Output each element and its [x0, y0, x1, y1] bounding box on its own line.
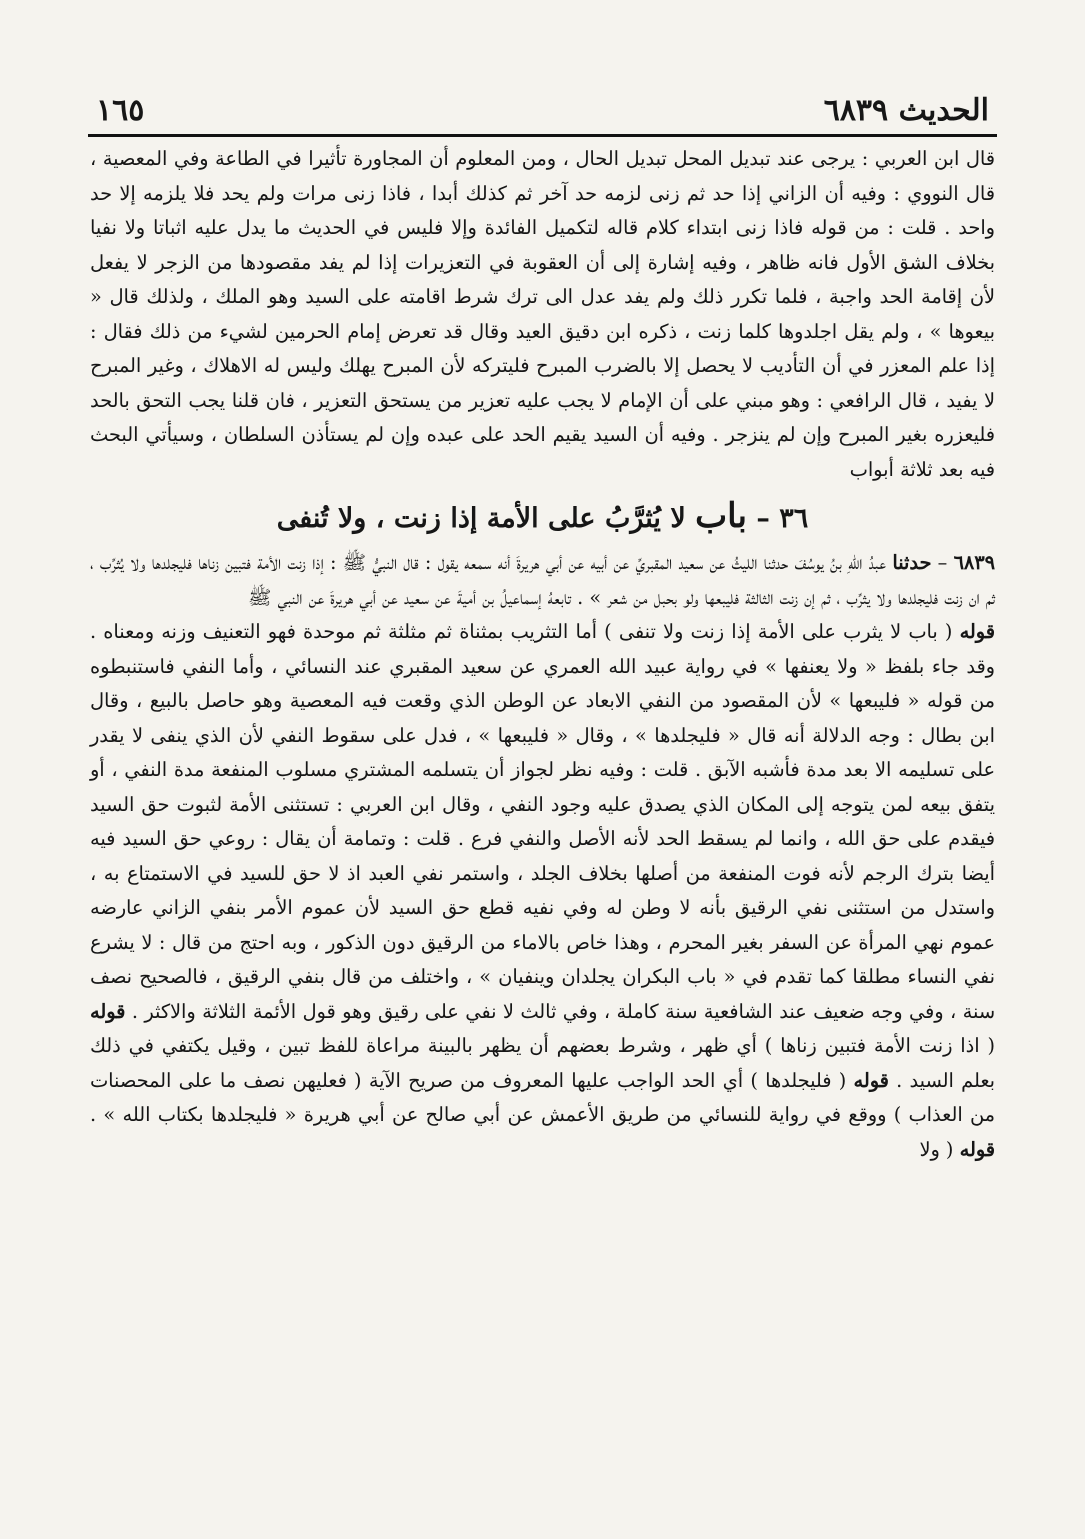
chapter-title: لا يُثرَّبُ على الأمة إذا زنت ، ولا تُنفى — [276, 503, 686, 534]
haddathana-label: حدثنا — [892, 551, 932, 574]
commentary-text: ( فليجلدها ) أي الحد الواجب عليها المعروف من صريح الآية ( فعليهن نصف ما على المحصنات من العذاب ) ووقع في رواية للنسائي من طريق الأعمش عن أبي صالح عن أبي هريرة « فليجلدها بكتاب الله » . — [90, 1068, 995, 1126]
hadith-number: ٦٨٣٩ — [953, 551, 995, 574]
commentary-body — [90, 615, 995, 1167]
chapter-number: ٣٦ — [779, 503, 809, 534]
chapter-bab: باب — [695, 496, 747, 536]
hadith-text: عبدُ اللهِ بنُ يوسُفَ حدثنا الليثُ عن سعيد المقبريِّ عن أبيه عن أبي هريرةَ أنه سمعه يقول : قال النبيُّ ﷺ : إذا زنت الأمة فتبين زناها فليجلدها ولا يُثرِّب ، ثم ان زنت فليجلدها ولا يثرِّب ، ثم إن زنت الثالثة فليبعها ولو بحبل من شعر » . تابعهُ إسماعيلُ بن أميةَ عن سعيد عن أبي هريرةَ عن النبي ﷺ — [90, 551, 995, 609]
qawluhu-marker: قوله — [959, 1137, 995, 1161]
page-header — [88, 84, 997, 137]
commentary-text: ( باب لا يثرب على الأمة إذا زنت ولا تنفى ) أما التثريب بمثناة ثم مثلثة ثم موحدة فهو التعنيف وزنه ومعناه . وقد جاء بلفظ « ولا يعنفها » في رواية عبيد الله العمري عن سعيد المقبري عند النسائي ، وأما النفي فاستنبطوه من قوله « فليبعها » لأن المقصود من النفي الابعاد عن الوطن الذي وقعت فيه المعصية وهو حاصل بالبيع ، وقال ابن بطال : وجه الدلالة أنه قال « فليجلدها » ، وقال « فليبعها » ، فدل على سقوط النفي لأن الذي ينفى لا يقدر على تسليمه الا بعد مدة فأشبه الآبق . قلت : وفيه نظر لجواز أن يتسلمه المشتري مسلوب المنفعة مدة النفي ، أو يتفق بيعه لمن يتوجه إلى المكان الذي يصدق عليه وجود النفي ، وقال ابن العربي : تستثنى الأمة لثبوت حق السيد فيقدم على حق الله ، وانما لم يسقط الحد لأنه الأصل والنفي فرع . قلت : وتمامة أن يقال : روعي حق السيد فيه أيضا بترك الرجم لأنه فوت المنفعة من أصلها بخلاف الجلد ، واستمر نفي العبد اذ لا حق للسيد في الاستمتاع به ، واستدل من استثنى نفي الرقيق بأنه لا وطن له وفي نفيه قطع حق السيد لأن عموم الأمر بنفي الزاني عارضه عموم نهي المرأة عن السفر بغير المحرم ، وهذا خاص بالاماء من الرقيق دون الذكور ، وبه احتج من قال : لا يشرع نفي النساء مطلقا كما تقدم في « باب البكران يجلدان وينفيان » ، واختلف من قال بنفي الرقيق ، فالصحيح نصف سنة ، وفي وجه ضعيف عند الشافعية سنة كاملة ، وفي ثالث لا نفي على رقيق وهو قول الأئمة الثلاثة والاكثر . — [90, 620, 995, 1023]
running-title: الحديث ٦٨٣٩ — [823, 93, 989, 128]
commentary-text: ( اذا زنت الأمة فتبين زناها ) أي ظهر ، وشرط بعضهم أن يظهر بالبينة مراعاة للفظ تبين ، وقيل يكتفي في ذلك بعلم السيد . — [90, 1034, 995, 1092]
hadith-paragraph: ٦٨٣٩ – حدثنا عبدُ اللهِ بنُ يوسُفَ حدثنا الليثُ عن سعيد المقبريِّ عن أبيه عن أبي هريرةَ أنه سمعه يقول : قال النبيُّ ﷺ : إذا زنت الأمة فتبين زناها فليجلدها ولا يُثرِّب ، ثم ان زنت فليجلدها ولا يثرِّب ، ثم إن زنت الثالثة فليبعها ولو بحبل من شعر » . تابعهُ إسماعيلُ بن أميةَ عن سعيد عن أبي هريرةَ عن النبي ﷺ — [90, 551, 995, 609]
qawluhu-marker: قوله — [90, 999, 126, 1023]
chapter-heading: ٣٦ – باب لا يُثرَّبُ على الأمة إذا زنت ، ولا تُنفى — [276, 496, 809, 536]
qawluhu-marker: قوله — [853, 1068, 889, 1092]
body-text — [90, 142, 995, 1167]
commentary-text: ( ولا — [919, 1137, 954, 1161]
qawluhu-marker: قوله — [959, 620, 995, 643]
commentary-paragraph: قال ابن العربي : يرجى عند تبديل المحل تبديل الحال ، ومن المعلوم أن المجاورة تأثيرا في الطاعة وفي المعصية ، قال النووي : وفيه أن الزاني إذا حد ثم زنى لزمه حد آخر ثم كذلك أبدا ، فاذا زنى مرات ولم يحد فلا يلزمه إلا حد واحد . قلت : من قوله فاذا زنى ابتداء كلام قاله لتكميل الفائدة وإلا فليس في الحديث ما يدل عليه اثباتا ولا نفيا بخلاف الشق الأول فانه ظاهر ، وفيه إشارة إلى أن العقوبة في التعزيرات إذا لم يفد مقصودها من الزجر لا يفعل لأن إقامة الحد واجبة ، فلما تكرر ذلك ولم يفد عدل الى ترك شرط اقامته على السيد وهو الملك ، ولذلك قال « بيعوها » ، ولم يقل اجلدوها كلما زنت ، ذكره ابن دقيق العيد وقال قد تعرض إمام الحرمين لشيء من ذلك فقال : إذا علم المعزر في أن التأديب لا يحصل إلا بالضرب المبرح فليتركه لأن المبرح يهلك وليس له الاهلاك ، وغير المبرح لا يفيد ، قال الرافعي : وهو مبني على أن الإمام لا يجب عليه تعزير من يستحق التعزير ، فان قلنا يجب التحق بالحد فليعزره بغير المبرح وإن لم ينزجر . وفيه أن السيد يقيم الحد على عبده وإن لم يستأذن السلطان ، وسيأتي البحث فيه بعد ثلاثة أبواب — [90, 147, 995, 481]
page-number: ١٦٥ — [96, 93, 145, 128]
